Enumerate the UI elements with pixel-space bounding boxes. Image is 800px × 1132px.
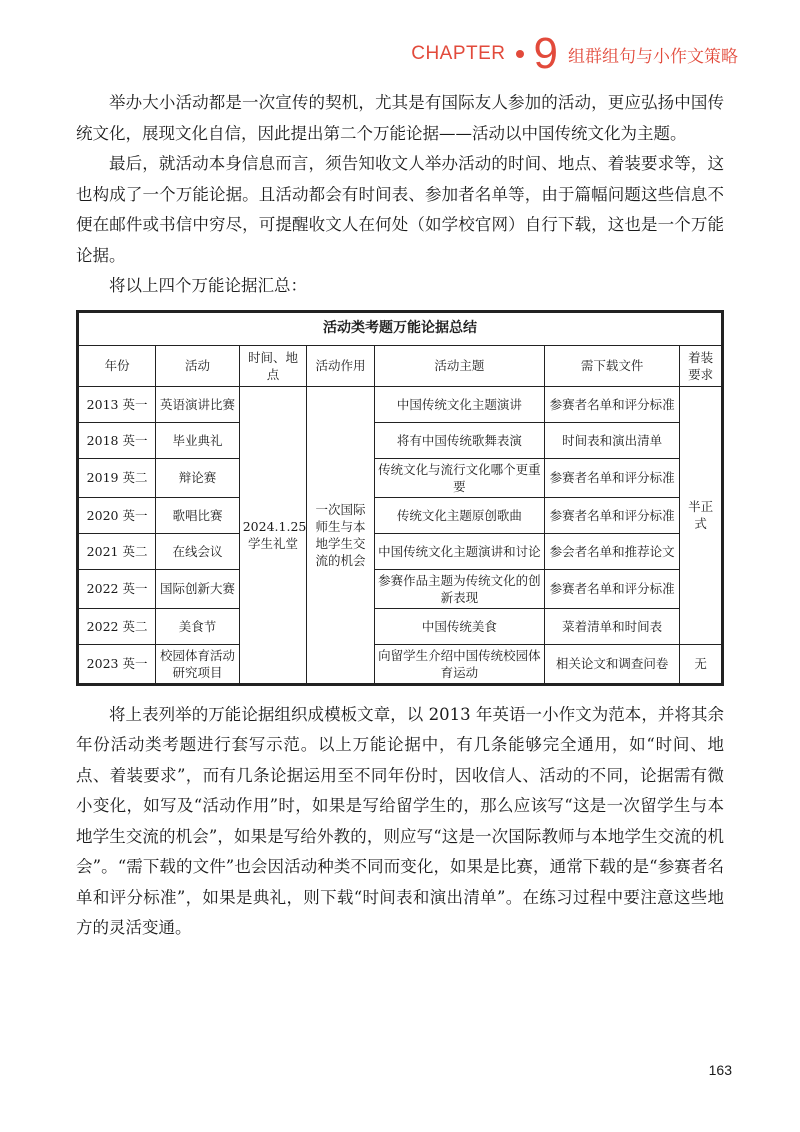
- download-cell: 参赛者名单和评分标准: [545, 386, 680, 422]
- dress-cell: 半正式: [680, 386, 722, 644]
- year-cell: 2018 英一: [79, 422, 156, 458]
- table-row: [79, 569, 722, 608]
- table-row: [79, 497, 722, 533]
- activity-cell: 毕业典礼: [156, 422, 240, 458]
- year-cell: 2022 英二: [79, 608, 156, 644]
- download-cell: 参赛者名单和评分标准: [545, 569, 680, 608]
- paragraph-1: 举办大小活动都是一次宣传的契机，尤其是有国际友人参加的活动，更应弘扬中国传统文化，展现文化自信，因此提出第二个万能论据——活动以中国传统文化为主题。: [76, 93, 724, 143]
- activity-cell: 辩论赛: [156, 458, 240, 497]
- theme-cell: 传统文化主题原创歌曲: [374, 497, 544, 533]
- download-cell: 参会者名单和推荐论文: [545, 533, 680, 569]
- activity-cell: 英语演讲比赛: [156, 386, 240, 422]
- table-row: [79, 386, 722, 422]
- page-content: [76, 88, 724, 944]
- activity-cell: 国际创新大赛: [156, 569, 240, 608]
- table-header: 需下载文件: [545, 345, 680, 386]
- table-row: [79, 422, 722, 458]
- activity-cell: 歌唱比赛: [156, 497, 240, 533]
- table-row: [79, 533, 722, 569]
- table-title: 活动类考题万能论据总结: [79, 312, 722, 345]
- theme-cell: 向留学生介绍中国传统校园体育运动: [374, 644, 544, 683]
- time-place-cell: 2024.1.25 学生礼堂: [239, 386, 307, 683]
- effect-cell: 一次国际师生与本地学生交流的机会: [307, 386, 375, 683]
- paragraph-3: 将以上四个万能论据汇总：: [109, 276, 307, 295]
- table-row: [79, 458, 722, 497]
- year-cell: 2023 英一: [79, 644, 156, 683]
- year-cell: 2021 英二: [79, 533, 156, 569]
- paragraph-4: 将上表列举的万能论据组织成模板文章，以 2013 年英语一小作文为范本，并将其余年份活动类考题进行套写示范。以上万能论据中，有几条能够完全通用，如“时间、地点、着装要求”，而有几条论据运用至不同年份时，因收信人、活动的不同，论据需有微小变化，如写及“活动作用”时，如果是写给留学生的，那么应该写“这是一次留学生与本地学生交流的机会”，如果是写给外教的，则应写“这是一次国际教师与本地学生交流的机会”。“需下载的文件”也会因活动种类不同而变化，如果是比赛，通常下载的是“参赛者名单和评分标准”，如果是典礼，则下载“时间表和演出清单”。在练习过程中要注意这些地方的灵活变通。: [76, 704, 724, 937]
- chapter-title: 组群组句与小作文策略: [568, 46, 738, 66]
- chapter-dot-icon: [516, 50, 524, 58]
- table-header: 活动主题: [374, 345, 544, 386]
- theme-cell: 中国传统文化主题演讲: [374, 386, 544, 422]
- chapter-label: CHAPTER: [411, 43, 506, 64]
- year-cell: 2022 英一: [79, 569, 156, 608]
- download-cell: 相关论文和调查问卷: [545, 644, 680, 683]
- dress-cell: 无: [680, 644, 722, 683]
- table-header: 活动作用: [307, 345, 375, 386]
- theme-cell: 传统文化与流行文化哪个更重要: [374, 458, 544, 497]
- activity-cell: 美食节: [156, 608, 240, 644]
- summary-table: [76, 310, 724, 686]
- download-cell: 参赛者名单和评分标准: [545, 458, 680, 497]
- table-header: 着装要求: [680, 345, 722, 386]
- page-header: [411, 29, 738, 78]
- theme-cell: 中国传统美食: [374, 608, 544, 644]
- table-header: 年份: [79, 345, 156, 386]
- download-cell: 菜着清单和时间表: [545, 608, 680, 644]
- page-number: 163: [708, 1062, 732, 1078]
- year-cell: 2013 英一: [79, 386, 156, 422]
- year-cell: 2020 英一: [79, 497, 156, 533]
- download-cell: 时间表和演出清单: [545, 422, 680, 458]
- table-header: 活动: [156, 345, 240, 386]
- download-cell: 参赛者名单和评分标准: [545, 497, 680, 533]
- activity-cell: 在线会议: [156, 533, 240, 569]
- chapter-number: 9: [533, 29, 558, 78]
- table-row: [79, 644, 722, 683]
- activity-cell: 校园体育活动研究项目: [156, 644, 240, 683]
- year-cell: 2019 英二: [79, 458, 156, 497]
- theme-cell: 将有中国传统歌舞表演: [374, 422, 544, 458]
- paragraph-2: 最后，就活动本身信息而言，须告知收文人举办活动的时间、地点、着装要求等，这也构成了一个万能论据。且活动都会有时间表、参加者名单等，由于篇幅问题这些信息不便在邮件或书信中穷尽，可提醒收文人在何处（如学校官网）自行下载，这也是一个万能论据。: [76, 154, 724, 265]
- table-row: [79, 608, 722, 644]
- theme-cell: 参赛作品主题为传统文化的创新表现: [374, 569, 544, 608]
- table-header-row: [79, 345, 722, 386]
- theme-cell: 中国传统文化主题演讲和讨论: [374, 533, 544, 569]
- table-header: 时间、地点: [239, 345, 307, 386]
